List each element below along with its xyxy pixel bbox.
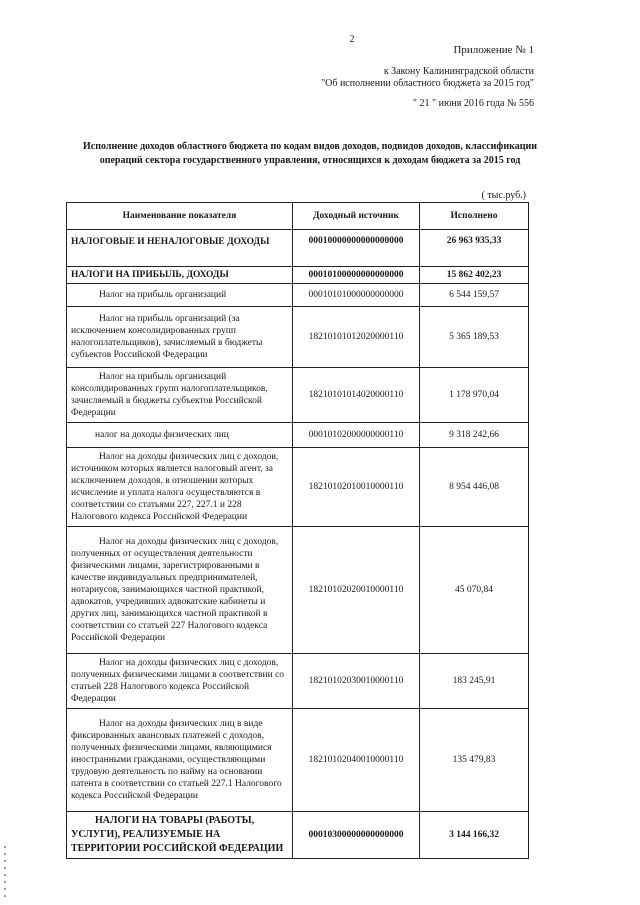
appendix-label: Приложение № 1 [453,44,534,56]
row-code: 00010102000000000110 [293,423,420,448]
row-value: 183 245,91 [420,654,529,709]
row-code: 00010100000000000000 [293,267,420,284]
row-value: 135 479,83 [420,709,529,812]
row-value: 6 544 159,57 [420,284,529,307]
table-row [67,812,529,859]
row-value: 26 963 935,33 [420,230,529,267]
law-reference [321,66,534,90]
row-value: 45 070,84 [420,527,529,654]
row-value: 5 365 189,53 [420,307,529,368]
table-row [67,527,529,654]
row-value: 3 144 166,32 [420,812,529,859]
law-reference-line2: "Об исполнении областного бюджета за 2015 год" [321,78,534,89]
units-note: ( тыс.руб.) [481,190,526,201]
table-row [67,267,529,284]
document-title-line2: операций сектора государственного управления, относящихся к доходам бюджета за 2015 год [99,155,521,166]
row-name: НАЛОГИ НА ТОВАРЫ (РАБОТЫ, УСЛУГИ), РЕАЛИЗУЕМЫЕ НА ТЕРРИТОРИИ РОССИЙСКОЙ ФЕДЕРАЦИИ [67,812,293,859]
table-row [67,284,529,307]
row-code: 18210101012020000110 [293,307,420,368]
table-row [67,448,529,527]
row-code: 00010300000000000000 [293,812,420,859]
row-value: 8 954 446,08 [420,448,529,527]
row-code: 18210102040010000110 [293,709,420,812]
row-code: 00010101000000000000 [293,284,420,307]
table-row [67,709,529,812]
page-number: 2 [349,34,355,45]
column-header-value: Исполнено [420,203,529,230]
income-table [66,202,529,859]
row-code: 00010000000000000000 [293,230,420,267]
document-title-line1: Исполнение доходов областного бюджета по кодам видов доходов, подвидов доходов, классификации [83,141,537,152]
table-header-row [67,203,529,230]
row-value: 1 178 970,04 [420,368,529,423]
row-code: 18210102020010000110 [293,527,420,654]
law-date: " 21 " июня 2016 года № 556 [412,98,534,109]
row-value: 15 862 402,23 [420,267,529,284]
row-name: Налог на прибыль организаций (за исключением консолидированных групп налогоплательщиков), зачисляемый в бюджеты субъектов Российской Федерации [67,307,293,368]
row-name: налог на доходы физических лиц [67,423,293,448]
row-name: НАЛОГОВЫЕ И НЕНАЛОГОВЫЕ ДОХОДЫ [67,230,293,267]
table-row [67,307,529,368]
table-row [67,368,529,423]
table-row [67,654,529,709]
row-name: Налог на доходы физических лиц с доходов, источником которых является налоговый агент, за исключением доходов, в отношении которых исчисление и уплата налога осуществляются в соответствии со статьями 227, 227.1 и 228 Налогового кодекса Российской Федерации [67,448,293,527]
document-title [70,140,550,168]
row-code: 18210101014020000110 [293,368,420,423]
column-header-name: Наименование показателя [67,203,293,230]
law-reference-line1: к Закону Калининградской области [383,66,534,77]
row-name: Налог на доходы физических лиц в виде фиксированных авансовых платежей с доходов, полученных физическими лицами, являющимися иностранными гражданами, осуществляющими трудовую деятельность по найму на основании патента в соответствии со статьей 227.1 Налогового кодекса Российской Федерации [67,709,293,812]
row-code: 18210102030010000110 [293,654,420,709]
table-row [67,423,529,448]
row-name: Налог на прибыль организаций [67,284,293,307]
row-name: Налог на доходы физических лиц с доходов, полученных от осуществления деятельности физическими лицами, зарегистрированными в качестве индивидуальных предпринимателей, нотариусов, занимающихся частной практикой, адвокатов, учредивших адвокатские кабинеты и других лиц, занимающихся частной практикой в соответствии со статьей 227 Налогового кодекса Российской Федерации [67,527,293,654]
row-value: 9 318 242,66 [420,423,529,448]
table-row [67,230,529,267]
row-name: Налог на доходы физических лиц с доходов, полученных физическими лицами в соответствии со статьей 228 Налогового кодекса Российской Федерации [67,654,293,709]
row-name: Налог на прибыль организаций консолидированных групп налогоплательщиков, зачисляемый в бюджеты субъектов Российской Федерации [67,368,293,423]
row-code: 18210102010010000110 [293,448,420,527]
column-header-code: Доходный источник [293,203,420,230]
row-name: НАЛОГИ НА ПРИБЫЛЬ, ДОХОДЫ [67,267,293,284]
scan-edge-marks [4,846,6,902]
